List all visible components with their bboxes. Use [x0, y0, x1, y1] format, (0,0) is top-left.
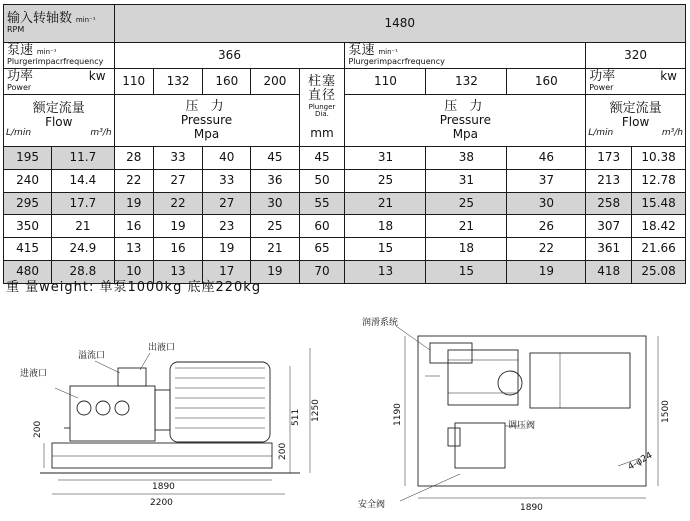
- power-left-0: 110: [114, 69, 153, 95]
- power-left-1: 132: [153, 69, 202, 95]
- input-speed-header: 输入转轴数 min⁻¹ RPM: [4, 5, 115, 43]
- table-cell: 25: [345, 169, 426, 192]
- table-cell: 15: [426, 260, 507, 283]
- power-right-2: 160: [507, 69, 586, 95]
- power-right-0: 110: [345, 69, 426, 95]
- pump-speed-left-value: 366: [114, 43, 345, 69]
- motor-top: [530, 353, 630, 408]
- table-cell: 21: [426, 215, 507, 238]
- label-regulator: 调压阀: [508, 421, 536, 431]
- table-cell: 295: [4, 192, 52, 215]
- table-cell: 18: [345, 215, 426, 238]
- power-right-1: 132: [426, 69, 507, 95]
- table-cell: 60: [299, 215, 345, 238]
- input-speed-value: 1480: [114, 5, 685, 43]
- pump-drawing: [0, 298, 690, 521]
- plunger-header: 柱塞直径 Plunger Dia. mm: [299, 69, 345, 147]
- dim-1500: 1500: [661, 400, 671, 423]
- table-cell: 16: [114, 215, 153, 238]
- table-cell: 37: [507, 169, 586, 192]
- table-row: [4, 192, 686, 215]
- power-header: 功率 kw Power: [4, 69, 115, 95]
- label-inlet: 进液口: [20, 369, 48, 379]
- label-outlet: 出液口: [148, 343, 176, 353]
- table-cell: 19: [153, 215, 202, 238]
- table-cell: 33: [203, 169, 251, 192]
- table-cell: 27: [203, 192, 251, 215]
- table-cell: 19: [114, 192, 153, 215]
- table-cell: 65: [299, 238, 345, 261]
- table-cell: 418: [586, 260, 632, 283]
- table-cell: 258: [586, 192, 632, 215]
- table-cell: 350: [4, 215, 52, 238]
- table-cell: 46: [507, 147, 586, 170]
- table-cell: 19: [507, 260, 586, 283]
- flow-header-right: 额定流量 Flow L/min m³/h: [586, 95, 686, 147]
- pump-speed-header-right: 泵速 min⁻¹ Plurgerimpacrfrequency: [345, 43, 586, 69]
- table-cell: 30: [251, 192, 299, 215]
- table-cell: 17.7: [52, 192, 114, 215]
- table-cell: 12.78: [632, 169, 686, 192]
- table-cell: 25: [426, 192, 507, 215]
- dim-511: 511: [291, 408, 301, 426]
- pump-valves: [118, 368, 146, 386]
- table-cell: 36: [251, 169, 299, 192]
- table-cell: 22: [507, 238, 586, 261]
- pressure-header-right: 压 力 Pressure Mpa: [345, 95, 586, 147]
- dim-200-left: 200: [33, 420, 43, 438]
- power-left-2: 160: [203, 69, 251, 95]
- table-cell: 18.42: [632, 215, 686, 238]
- pump-speed-header: 泵速 min⁻¹ Plurgerimpacrfrequency: [4, 43, 115, 69]
- table-cell: 22: [153, 192, 202, 215]
- dim-200-right: 200: [278, 442, 288, 460]
- table-cell: 19: [203, 238, 251, 261]
- power-left-3: 200: [251, 69, 299, 95]
- table-cell: 16: [153, 238, 202, 261]
- power-header-right: 功率 kw Power: [586, 69, 686, 95]
- table-row: [4, 147, 686, 170]
- table-cell: 25.08: [632, 260, 686, 283]
- table-cell: 28.8: [52, 260, 114, 283]
- table-cell: 25: [251, 215, 299, 238]
- table-cell: 18: [426, 238, 507, 261]
- left-labels: [20, 341, 321, 508]
- table-cell: 31: [426, 169, 507, 192]
- table-cell: 173: [586, 147, 632, 170]
- data-rows: [4, 147, 686, 284]
- dim-2200: 2200: [150, 498, 173, 508]
- table-cell: 27: [153, 169, 202, 192]
- table-row: [4, 215, 686, 238]
- left-base-frame: [52, 443, 272, 468]
- table-cell: 22: [114, 169, 153, 192]
- table-cell: 24.9: [52, 238, 114, 261]
- table-cell: 361: [586, 238, 632, 261]
- table-cell: 21.66: [632, 238, 686, 261]
- table-cell: 31: [345, 147, 426, 170]
- table-cell: 240: [4, 169, 52, 192]
- table-cell: 14.4: [52, 169, 114, 192]
- table-row: [4, 169, 686, 192]
- table-cell: 10.38: [632, 147, 686, 170]
- dim-1250: 1250: [311, 399, 321, 422]
- table-cell: 21: [52, 215, 114, 238]
- table-cell: 21: [345, 192, 426, 215]
- label-safety: 安全阀: [358, 500, 386, 510]
- table-cell: 10: [114, 260, 153, 283]
- table-cell: 40: [203, 147, 251, 170]
- label-lube: 润滑系统: [362, 318, 399, 328]
- table-cell: 13: [345, 260, 426, 283]
- table-cell: 195: [4, 147, 52, 170]
- table-cell: 415: [4, 238, 52, 261]
- table-cell: 55: [299, 192, 345, 215]
- dim-1190: 1190: [393, 403, 403, 426]
- right-top-view: [396, 326, 658, 501]
- table-cell: 13: [153, 260, 202, 283]
- table-cell: 11.7: [52, 147, 114, 170]
- weight-caption: 重 量weight: 单泵1000kg 底座220kg: [6, 280, 262, 295]
- label-overflow: 溢流口: [78, 351, 106, 361]
- table-cell: 15.48: [632, 192, 686, 215]
- table-cell: 19: [251, 260, 299, 283]
- dim-1890-right: 1890: [520, 503, 543, 513]
- table-cell: 30: [507, 192, 586, 215]
- flow-header-left: 额定流量 Flow L/min m³/h: [4, 95, 115, 147]
- table-cell: 23: [203, 215, 251, 238]
- right-base-frame: [418, 336, 646, 486]
- table-cell: 28: [114, 147, 153, 170]
- table-cell: 45: [299, 147, 345, 170]
- table-cell: 26: [507, 215, 586, 238]
- left-side-view: [40, 348, 310, 494]
- gearbox: [448, 350, 518, 405]
- table-cell: 45: [251, 147, 299, 170]
- coupling: [155, 390, 170, 430]
- pressure-header-left: 压 力 Pressure Mpa: [114, 95, 299, 147]
- table-cell: 38: [426, 147, 507, 170]
- table-cell: 307: [586, 215, 632, 238]
- pump-head: [70, 386, 155, 441]
- pump-top: [455, 423, 505, 468]
- table-row: [4, 238, 686, 261]
- table-cell: 17: [203, 260, 251, 283]
- dim-1890-left: 1890: [152, 482, 175, 492]
- table-cell: 480: [4, 260, 52, 283]
- table-cell: 70: [299, 260, 345, 283]
- table-cell: 13: [114, 238, 153, 261]
- table-cell: 21: [251, 238, 299, 261]
- motor: [170, 362, 270, 442]
- table-cell: 213: [586, 169, 632, 192]
- spec-table: [3, 4, 686, 284]
- pump-speed-right-value: 320: [586, 43, 686, 69]
- dim-bolt-holes: 4-φ24: [626, 450, 655, 473]
- table-cell: 50: [299, 169, 345, 192]
- table-cell: 33: [153, 147, 202, 170]
- table-cell: 15: [345, 238, 426, 261]
